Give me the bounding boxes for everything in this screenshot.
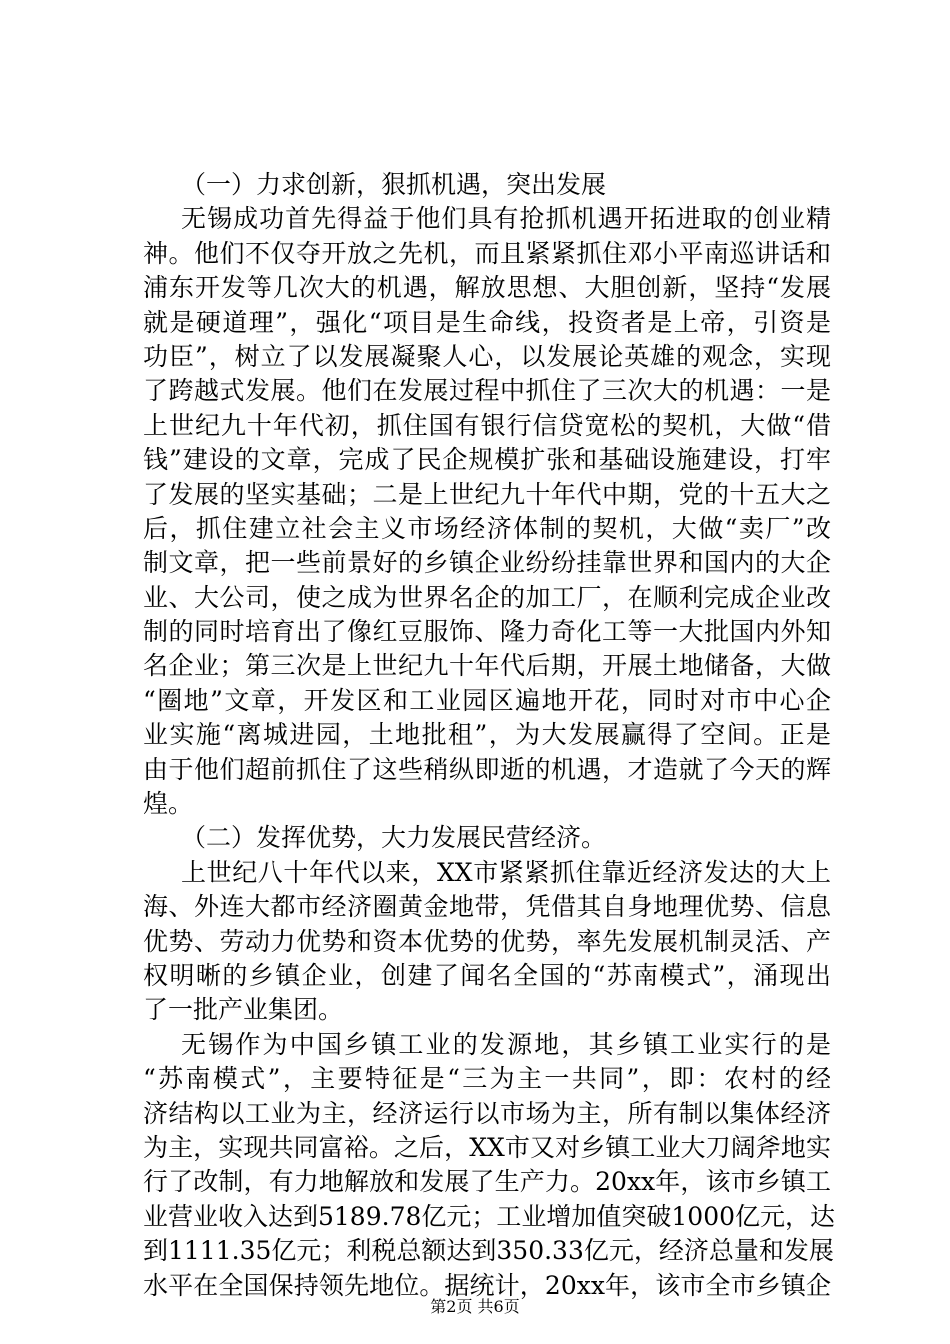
text-line: 了发展的坚实基础；二是上世纪九十年代中期，党的十五大之 xyxy=(143,479,831,509)
text-line: 后，抓住建立社会主义市场经济体制的契机，大做“卖厂”改 xyxy=(143,513,831,543)
text-line: 由于他们超前抓住了这些稍纵即逝的机遇，才造就了今天的辉 xyxy=(143,754,831,784)
text-line: 功臣”，树立了以发展凝聚人心，以发展论英雄的观念，实现 xyxy=(143,341,831,371)
text-line: 到1111.35亿元；利税总额达到350.33亿元，经济总量和发展 xyxy=(143,1236,834,1266)
text-line: 权明晰的乡镇企业，创建了闻名全国的“苏南模式”，涌现出 xyxy=(143,960,831,990)
page-footer: 第2页 共6页 xyxy=(430,1297,520,1316)
text-line: 为主，实现共同富裕。之后，XX市又对乡镇工业大刀阔斧地实 xyxy=(143,1132,831,1162)
text-line: 无锡成功首先得益于他们具有抢抓机遇开拓进取的创业精 xyxy=(181,204,831,234)
text-line: 了一批产业集团。 xyxy=(143,995,344,1025)
text-line: “圈地”文章，开发区和工业园区遍地开花，同时对市中心企 xyxy=(143,685,831,715)
text-line: “苏南模式”，主要特征是“三为主一共同”，即：农村的经 xyxy=(143,1064,831,1094)
text-line: 业、大公司，使之成为世界名企的加工厂，在顺利完成企业改 xyxy=(143,582,831,612)
document-body xyxy=(143,168,836,1303)
text-line: 钱”建设的文章，完成了民企规模扩张和基础设施建设，打牢 xyxy=(143,445,831,475)
text-line: 煌。 xyxy=(143,789,194,819)
text-line: 济结构以工业为主，经济运行以市场为主，所有制以集体经济 xyxy=(143,1098,831,1128)
text-line: 无锡作为中国乡镇工业的发源地，其乡镇工业实行的是 xyxy=(181,1029,831,1059)
text-line: 制文章，把一些前景好的乡镇企业纷纷挂靠世界和国内的大企 xyxy=(143,548,831,578)
text-line: 上世纪九十年代初，抓住国有银行信贷宽松的契机，大做“借 xyxy=(143,410,831,440)
text-line: 名企业；第三次是上世纪九十年代后期，开展土地储备，大做 xyxy=(143,651,831,681)
text-line: 浦东开发等几次大的机遇，解放思想、大胆创新，坚持“发展 xyxy=(143,273,831,303)
text-line: 业营业收入达到5189.78亿元；工业增加值突破1000亿元，达 xyxy=(143,1201,836,1231)
text-line: （一）力求创新，狠抓机遇，突出发展 xyxy=(181,170,607,199)
text-line: 海、外连大都市经济圈黄金地带，凭借其自身地理优势、信息 xyxy=(143,892,831,922)
text-line: 上世纪八十年代以来，XX市紧紧抓住靠近经济发达的大上 xyxy=(181,857,831,887)
text-line: 水平在全国保持领先地位。据统计，20xx年，该市全市乡镇企 xyxy=(143,1270,831,1300)
text-line: （二）发挥优势，大力发展民营经济。 xyxy=(181,823,607,853)
text-line: 业实施“离城进园，土地批租”，为大发展赢得了空间。正是 xyxy=(143,720,831,750)
text-line: 神。他们不仅夺开放之先机，而且紧紧抓住邓小平南巡讲话和 xyxy=(143,238,831,268)
text-line: 优势、劳动力优势和资本优势的优势，率先发展机制灵活、产 xyxy=(143,926,831,956)
text-line: 行了改制，有力地解放和发展了生产力。20xx年，该市乡镇工 xyxy=(143,1167,831,1197)
text-line: 了跨越式发展。他们在发展过程中抓住了三次大的机遇：一是 xyxy=(143,376,831,406)
text-line: 就是硬道理”，强化“项目是生命线，投资者是上帝，引资是 xyxy=(143,307,831,337)
text-line: 制的同时培育出了像红豆服饰、隆力奇化工等一大批国内外知 xyxy=(143,617,831,647)
